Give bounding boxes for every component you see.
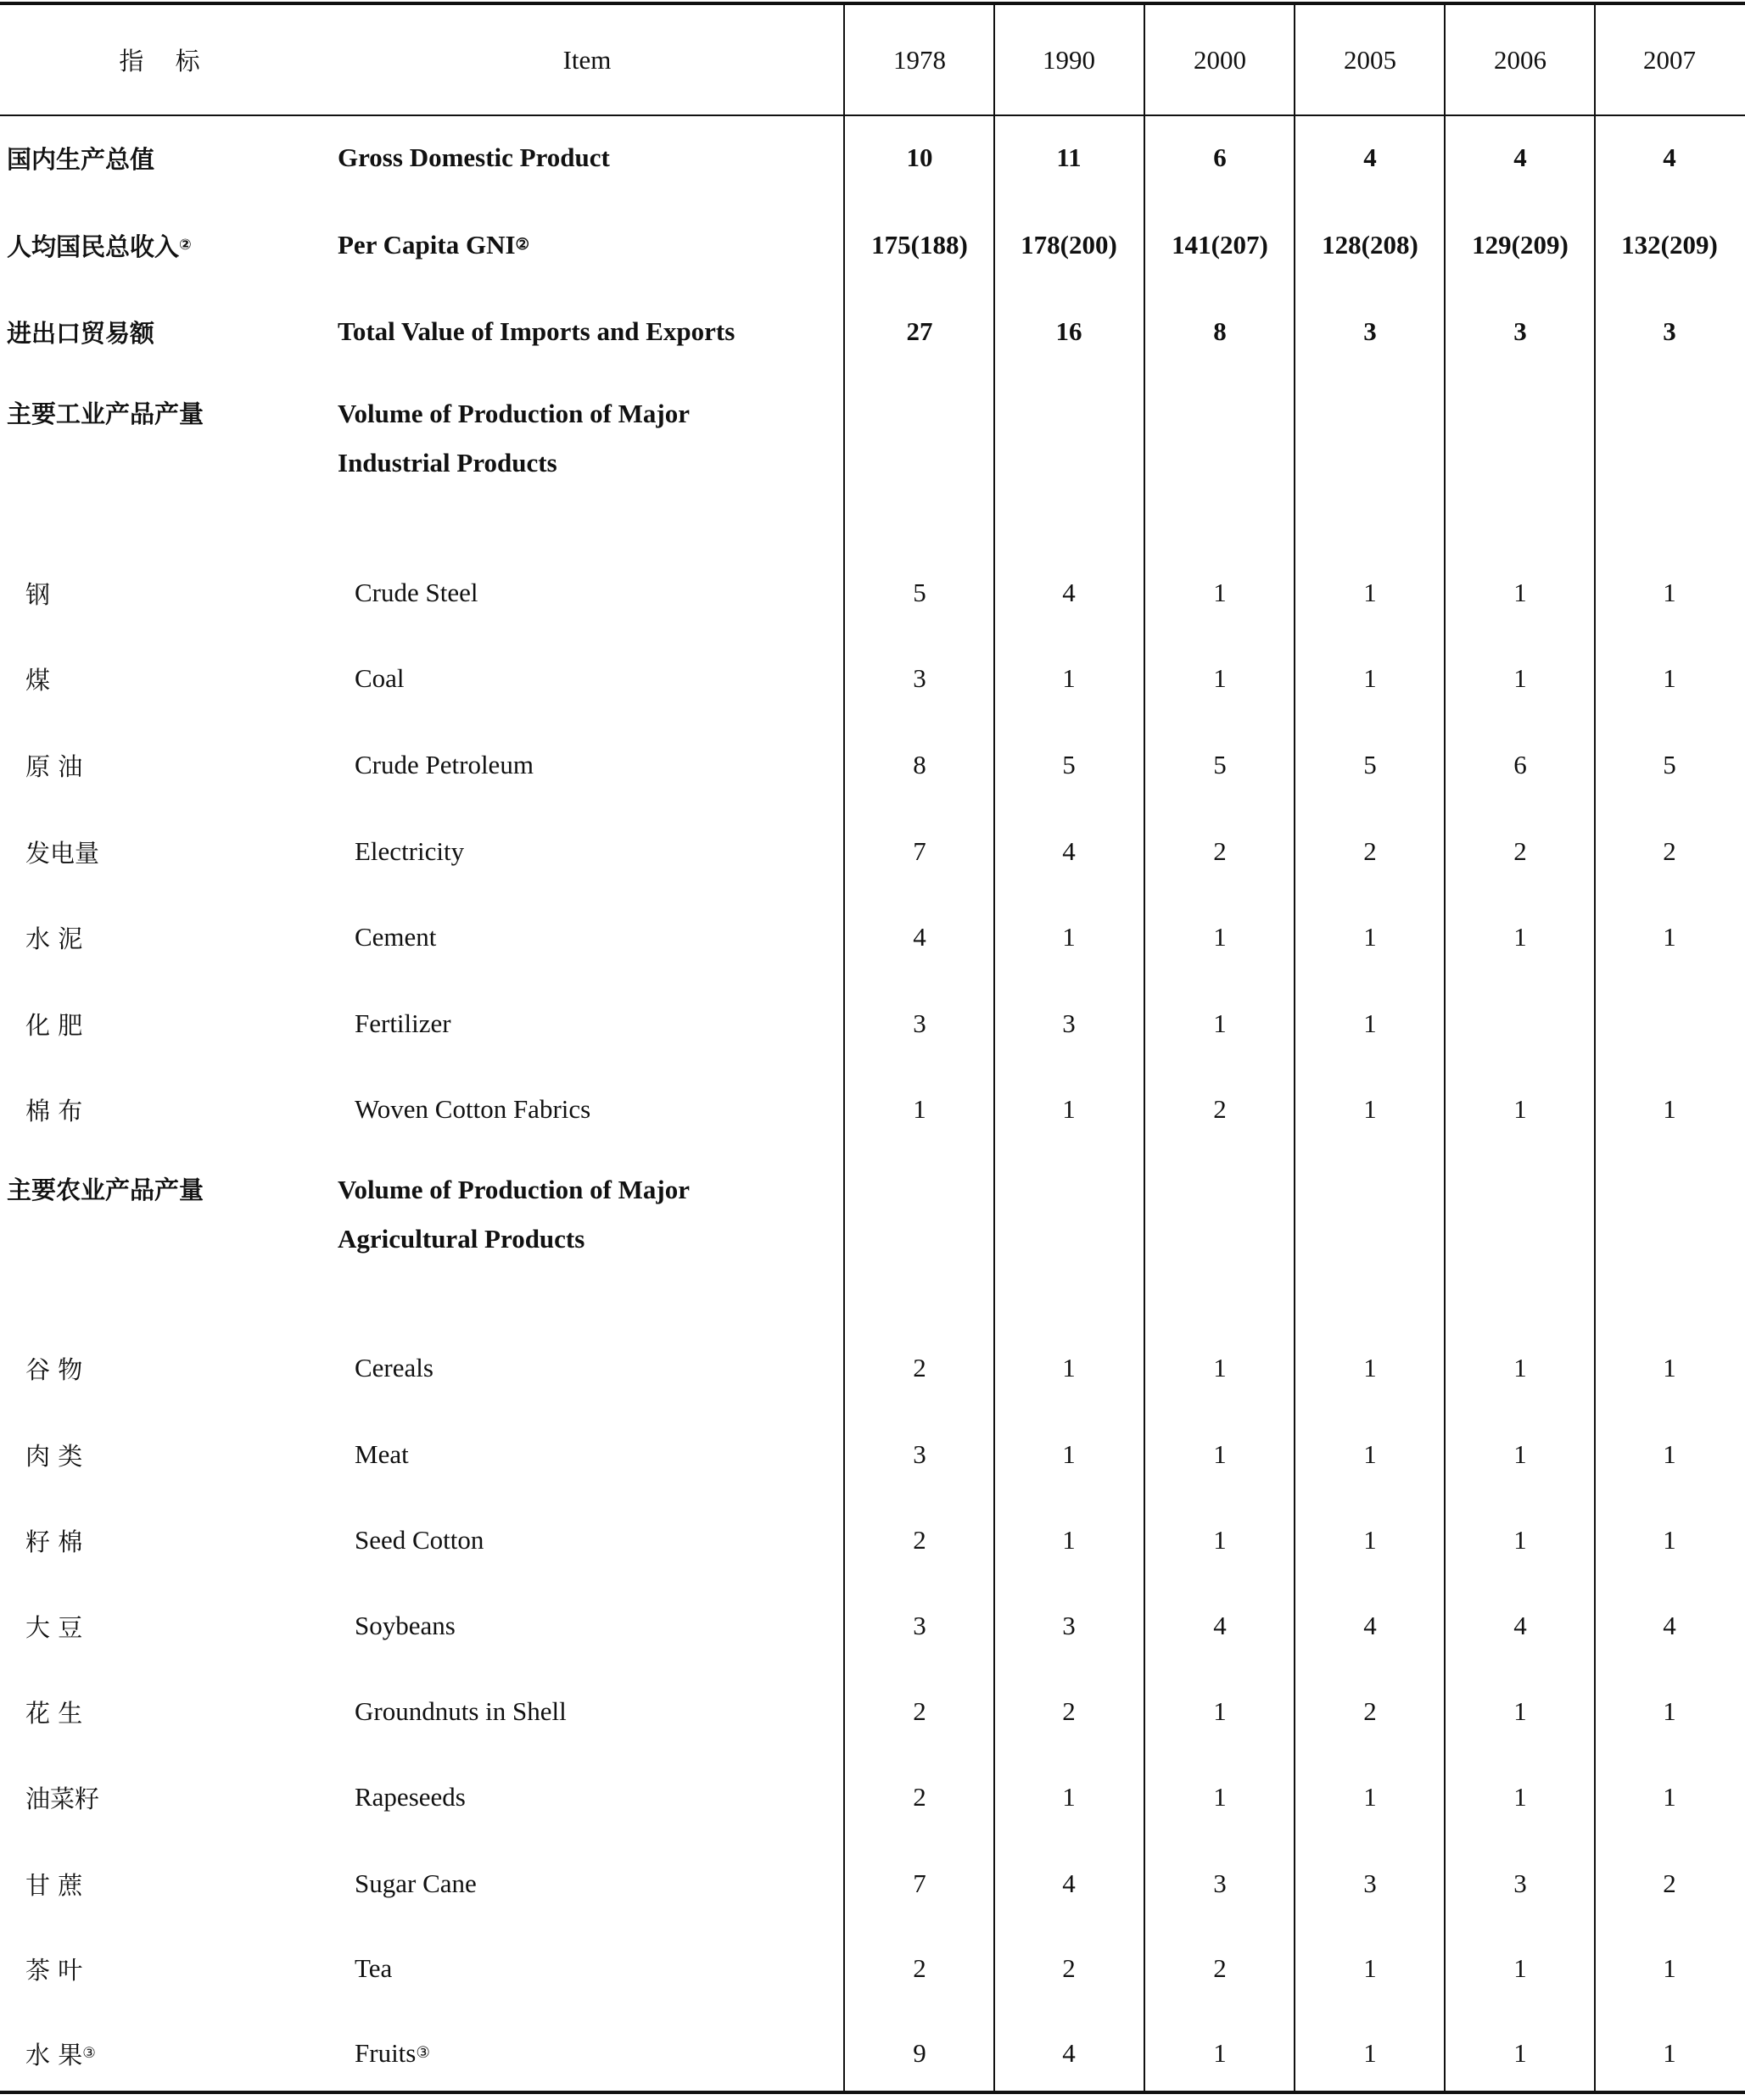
value-cell: 129(209): [1472, 230, 1569, 260]
value-cell: 4: [1062, 2038, 1076, 2068]
value-cell: 4: [1062, 1868, 1076, 1898]
value-cell: 3: [913, 663, 926, 693]
value-cell: 3: [913, 1008, 926, 1038]
value-cell: 10: [906, 142, 933, 172]
header-item: Item: [562, 44, 612, 75]
value-cell: 4: [1363, 142, 1377, 172]
value-cell: 1: [1513, 663, 1527, 693]
value-cell: 2: [1213, 1094, 1227, 1124]
value-cell: 1: [1663, 1439, 1676, 1469]
value-cell: 1: [1062, 922, 1076, 952]
value-cell: 8: [913, 750, 926, 779]
value-cell: 7: [913, 836, 926, 866]
row-label-en: Woven Cotton Fabrics: [355, 1094, 591, 1124]
value-cell: 1: [1363, 578, 1377, 607]
table-row: [0, 2010, 1745, 2097]
row-label-en: Meat: [355, 1439, 409, 1469]
row-label-en: Sugar Cane: [355, 1868, 477, 1898]
value-cell: [1446, 980, 1595, 1067]
value-cell: 3: [1513, 316, 1527, 346]
value-cell: 1: [1363, 922, 1377, 952]
table-row: [0, 635, 1745, 722]
table-row: [0, 894, 1745, 980]
row-label-zh: 煤: [25, 665, 51, 695]
value-cell: 1: [1663, 1525, 1676, 1555]
row-label-en: Volume of Production of Major Agricultural Products: [338, 1175, 691, 1254]
value-cell: 3: [1663, 316, 1676, 346]
value-cell: 1: [1363, 1782, 1377, 1812]
value-cell: 1: [1363, 1094, 1377, 1124]
header-indicator: 指 标: [119, 47, 212, 75]
row-label-zh: 茶 叶: [25, 1955, 83, 1985]
value-cell: 2: [1213, 1953, 1227, 1983]
value-cell: 5: [913, 578, 926, 607]
row-label-en: Electricity: [355, 836, 465, 866]
row-label-zh: 钢: [25, 579, 51, 609]
value-cell: 1: [1213, 1525, 1227, 1555]
value-cell: 4: [1363, 1611, 1377, 1640]
value-cell: 2: [1213, 836, 1227, 866]
row-label-zh: 国内生产总值: [7, 144, 155, 174]
row-label-en: Soybeans: [355, 1611, 456, 1640]
value-cell: 2: [913, 1696, 926, 1726]
value-cell: 1: [1513, 1953, 1527, 1983]
value-cell: 1: [1213, 1439, 1227, 1469]
row-label-zh: 棉 布: [25, 1096, 83, 1125]
value-cell: 1: [1663, 578, 1676, 607]
value-cell: 4: [1663, 1611, 1676, 1640]
value-cell: 2: [1513, 836, 1527, 866]
value-cell: 3: [1213, 1868, 1227, 1898]
value-cell: 1: [1213, 922, 1227, 952]
value-cell: 1: [1363, 1525, 1377, 1555]
value-cell: 4: [1513, 142, 1527, 172]
value-cell: 2: [1062, 1696, 1076, 1726]
row-label-zh: 油菜籽: [25, 1784, 100, 1813]
header-year-2006: 2006: [1494, 44, 1546, 75]
value-cell: [1595, 980, 1744, 1067]
value-cell: 1: [1062, 1782, 1076, 1812]
row-label-zh: 发电量: [25, 838, 100, 868]
value-cell: 1: [1663, 1696, 1676, 1726]
value-cell: 3: [1062, 1611, 1076, 1640]
row-label-en: Cement: [355, 922, 437, 952]
value-cell: 8: [1213, 316, 1227, 346]
value-cell: 4: [1513, 1611, 1527, 1640]
row-label-zh: 主要农业产品产量: [7, 1176, 204, 1204]
value-cell: 1: [1513, 1439, 1527, 1469]
value-cell: 141(207): [1172, 230, 1268, 260]
row-label-zh: 大 豆: [25, 1612, 83, 1642]
row-label-en: Total Value of Imports and Exports: [338, 316, 735, 346]
value-cell: 1: [1213, 1353, 1227, 1382]
value-cell: 2: [913, 1782, 926, 1812]
table-row: [0, 1840, 1745, 1927]
table-row: [0, 202, 1745, 288]
value-cell: 11: [1056, 142, 1082, 172]
row-label-en: Gross Domestic Product: [338, 142, 610, 172]
value-cell: 1: [1213, 663, 1227, 693]
value-cell: 1: [1663, 1953, 1676, 1983]
value-cell: 1: [1363, 1353, 1377, 1382]
value-cell: 1: [1213, 578, 1227, 607]
value-cell: 2: [1663, 836, 1676, 866]
value-cell: 2: [1363, 836, 1377, 866]
value-cell: 3: [1062, 1008, 1076, 1038]
row-label-zh: 化 肥: [25, 1010, 83, 1040]
row-label-zh: 进出口贸易额: [7, 318, 155, 348]
value-cell: 1: [1213, 2038, 1227, 2068]
row-label-en: Cereals: [355, 1353, 433, 1382]
header-year-2007: 2007: [1643, 44, 1696, 75]
value-cell: 5: [1663, 750, 1676, 779]
row-label-zh: 花 生: [25, 1698, 83, 1728]
value-cell: 3: [1363, 1868, 1377, 1898]
row-label-zh: 甘 蔗: [25, 1870, 83, 1900]
row-label-en: Seed Cotton: [355, 1525, 484, 1555]
row-label-zh: 人均国民总收入 ②: [7, 232, 192, 261]
header-year-1978: 1978: [893, 44, 946, 75]
value-cell: 5: [1062, 750, 1076, 779]
row-label-en: Groundnuts in Shell: [355, 1696, 567, 1726]
row-label-zh: 籽 棉: [25, 1527, 83, 1556]
value-cell: 2: [913, 1525, 926, 1555]
value-cell: 5: [1363, 750, 1377, 779]
value-cell: 4: [1213, 1611, 1227, 1640]
value-cell: 9: [913, 2038, 926, 2068]
value-cell: 1: [1663, 1782, 1676, 1812]
row-label-zh: 水 泥: [25, 924, 83, 953]
header-year-1990: 1990: [1043, 44, 1095, 75]
row-label-zh: 水 果 ③: [25, 2040, 96, 2069]
value-cell: 27: [906, 316, 933, 346]
value-cell: 4: [913, 922, 926, 952]
row-label-en: Fertilizer: [355, 1008, 451, 1038]
value-cell: 1: [1513, 1782, 1527, 1812]
value-cell: 1: [1663, 2038, 1676, 2068]
table-row: [0, 1497, 1745, 1583]
row-label-en: Fruits ③: [355, 2038, 431, 2068]
row-label-en: Volume of Production of Major Industrial Products: [338, 399, 691, 478]
value-cell: 1: [1062, 1353, 1076, 1382]
value-cell: 6: [1513, 750, 1527, 779]
value-cell: 5: [1213, 750, 1227, 779]
table-row: [0, 1925, 1745, 2012]
value-cell: 132(209): [1621, 230, 1718, 260]
value-cell: 4: [1663, 142, 1676, 172]
value-cell: 6: [1213, 142, 1227, 172]
value-cell: 16: [1055, 316, 1082, 346]
value-cell: 1: [1513, 1696, 1527, 1726]
row-label-zh: 原 油: [25, 751, 83, 781]
table-row: [0, 1411, 1745, 1498]
row-label-zh: 谷 物: [25, 1354, 83, 1384]
row-label-en: Rapeseeds: [355, 1782, 466, 1812]
table-row: [0, 114, 1745, 201]
value-cell: 1: [1062, 1439, 1076, 1469]
table-row: [0, 376, 1745, 478]
value-cell: 2: [1663, 1868, 1676, 1898]
table-row: [0, 1668, 1745, 1755]
table-row: [0, 1583, 1745, 1669]
table-row: [0, 1152, 1745, 1254]
table-row: [0, 808, 1745, 895]
value-cell: 2: [913, 1353, 926, 1382]
value-cell: 1: [1513, 2038, 1527, 2068]
value-cell: 1: [1663, 1353, 1676, 1382]
value-cell: 1: [1663, 922, 1676, 952]
value-cell: 1: [1513, 578, 1527, 607]
value-cell: 3: [1513, 1868, 1527, 1898]
row-label-zh: 主要工业产品产量: [7, 399, 204, 428]
value-cell: 1: [1062, 663, 1076, 693]
value-cell: 1: [1363, 1953, 1377, 1983]
row-label-en: Coal: [355, 663, 405, 693]
value-cell: 1: [1062, 1094, 1076, 1124]
value-cell: 2: [1363, 1696, 1377, 1726]
value-cell: 175(188): [871, 230, 968, 260]
table-row: [0, 550, 1745, 636]
value-cell: 1: [1363, 663, 1377, 693]
value-cell: 128(208): [1322, 230, 1418, 260]
value-cell: 1: [913, 1094, 926, 1124]
value-cell: 1: [1513, 1094, 1527, 1124]
header-year-2000: 2000: [1194, 44, 1246, 75]
header-year-2005: 2005: [1344, 44, 1396, 75]
row-label-en: Crude Petroleum: [355, 750, 534, 779]
value-cell: 1: [1213, 1696, 1227, 1726]
value-cell: 1: [1363, 1008, 1377, 1038]
table-row: [0, 288, 1745, 375]
value-cell: 1: [1663, 1094, 1676, 1124]
row-label-en: Crude Steel: [355, 578, 478, 607]
value-cell: 1: [1513, 1353, 1527, 1382]
value-cell: 1: [1663, 663, 1676, 693]
value-cell: 178(200): [1021, 230, 1117, 260]
table-row: [0, 980, 1745, 1067]
value-cell: 1: [1213, 1782, 1227, 1812]
value-cell: 1: [1363, 2038, 1377, 2068]
value-cell: 3: [1363, 316, 1377, 346]
row-label-zh: 肉 类: [25, 1441, 83, 1471]
value-cell: 1: [1062, 1525, 1076, 1555]
value-cell: 1: [1513, 1525, 1527, 1555]
value-cell: 4: [1062, 578, 1076, 607]
value-cell: 7: [913, 1868, 926, 1898]
value-cell: 3: [913, 1611, 926, 1640]
row-label-en: Tea: [355, 1953, 393, 1983]
table-row: [0, 1066, 1745, 1153]
value-cell: 1: [1363, 1439, 1377, 1469]
table-row: [0, 1754, 1745, 1840]
table-row: [0, 722, 1745, 808]
value-cell: 4: [1062, 836, 1076, 866]
value-cell: 1: [1213, 1008, 1227, 1038]
table-row: [0, 1325, 1745, 1411]
value-cell: 3: [913, 1439, 926, 1469]
row-label-en: Per Capita GNI ②: [338, 230, 530, 260]
value-cell: 2: [1062, 1953, 1076, 1983]
value-cell: 2: [913, 1953, 926, 1983]
value-cell: 1: [1513, 922, 1527, 952]
